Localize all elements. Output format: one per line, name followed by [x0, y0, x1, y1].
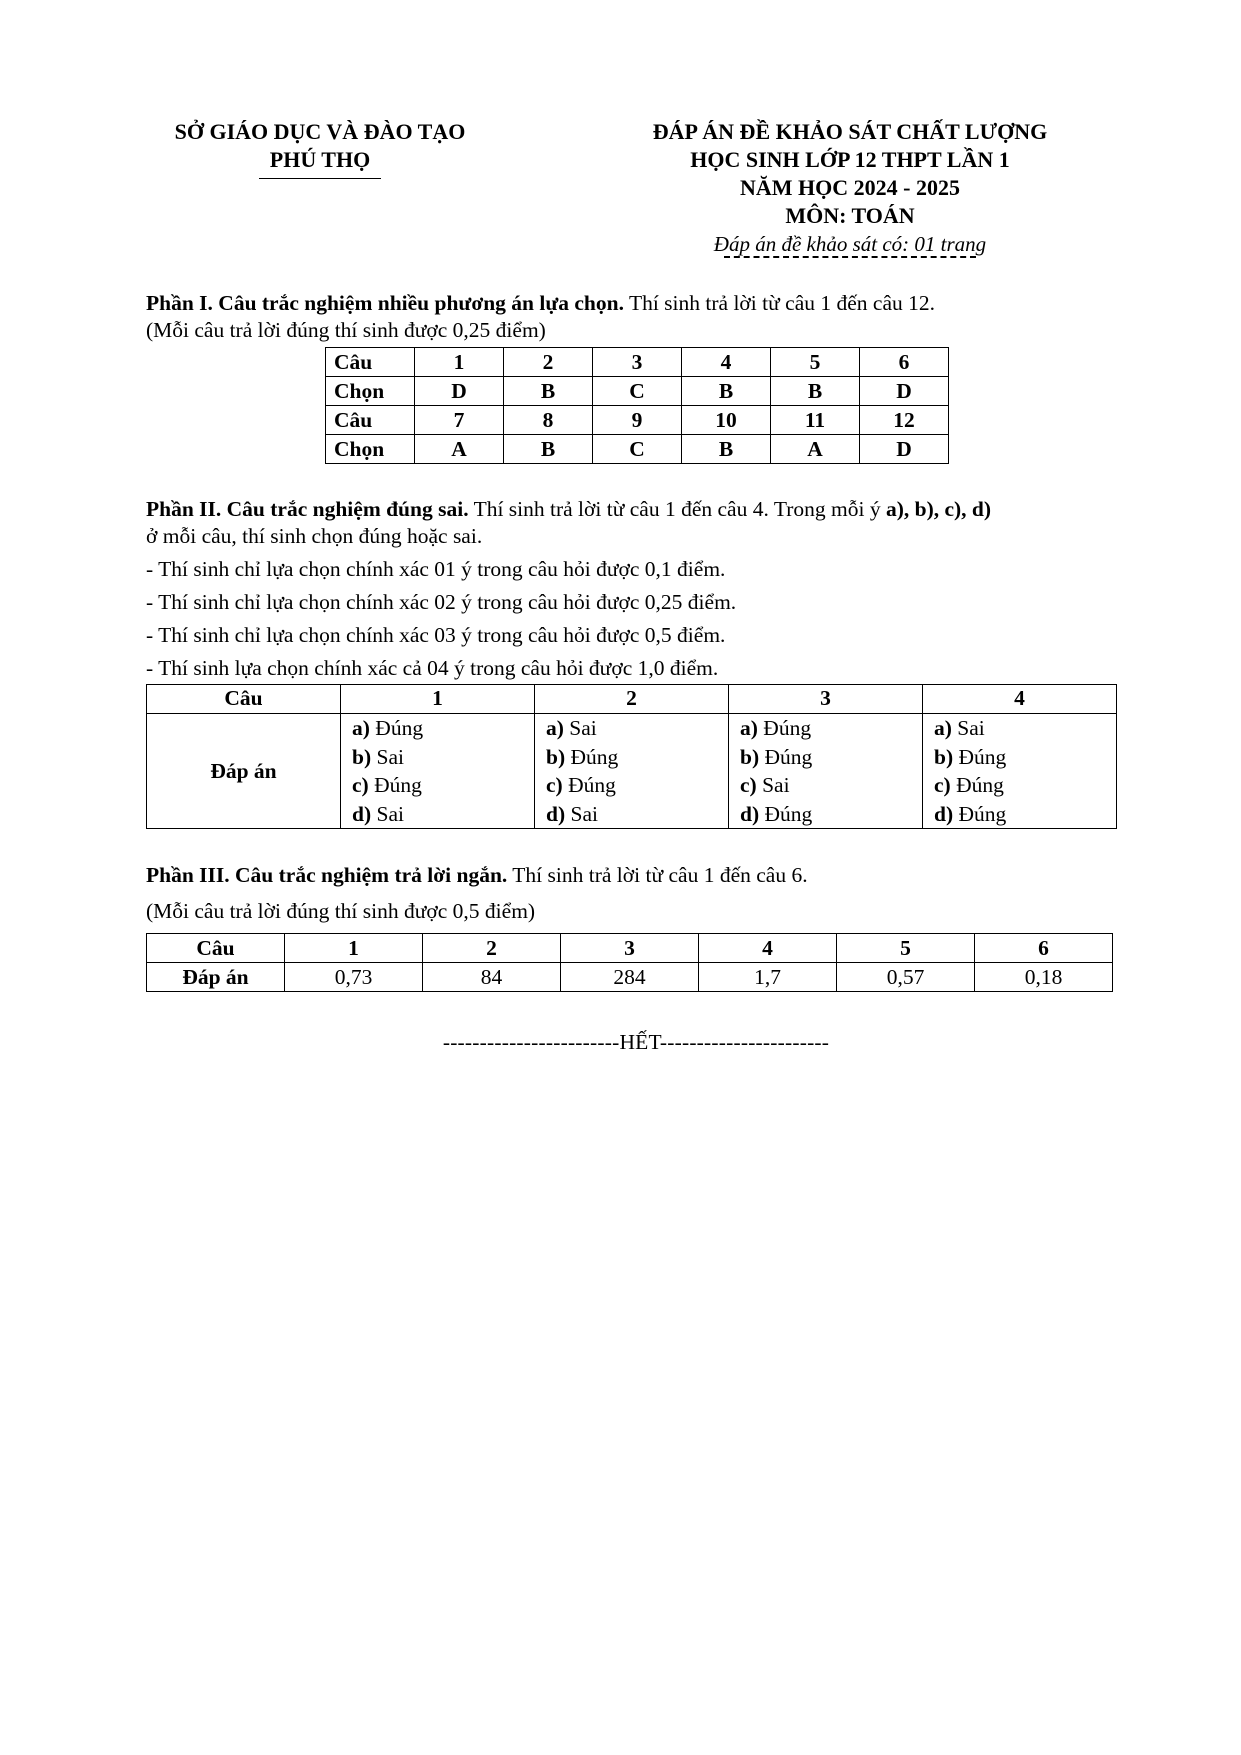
- answer-option: [740, 743, 922, 772]
- part1-scoring: (Mỗi câu trả lời đúng thí sinh được 0,25 điểm): [146, 318, 546, 342]
- part2-rule-4: - Thí sinh lựa chọn chính xác cả 04 ý trong câu hỏi được 1,0 điểm.: [146, 656, 719, 680]
- answer-cell: [341, 714, 535, 829]
- answer-option: [352, 771, 534, 800]
- table-header-row: [147, 685, 1117, 714]
- table-cell: C: [593, 377, 682, 406]
- part1-title: Phần I. Câu trắc nghiệm nhiều phương án lựa chọn.: [146, 291, 624, 315]
- table-cell: 3: [593, 348, 682, 377]
- option-letter: a): [934, 716, 952, 740]
- answer-option: [546, 771, 728, 800]
- table-row: [326, 435, 949, 464]
- option-letter: c): [740, 773, 757, 797]
- option-letter: b): [352, 744, 372, 769]
- question-number: 3: [729, 685, 923, 714]
- part2-rule-1: - Thí sinh chỉ lựa chọn chính xác 01 ý trong câu hỏi được 0,1 điểm.: [146, 557, 726, 581]
- end-marker: ------------------------HẾT-----------------------: [442, 1030, 830, 1054]
- option-verdict: Đúng: [759, 744, 813, 769]
- part1-answer-table: [325, 347, 949, 464]
- answer-cell: [923, 714, 1117, 829]
- option-verdict: Đúng: [562, 773, 616, 797]
- option-verdict: Đúng: [565, 744, 619, 769]
- table-cell: D: [415, 377, 504, 406]
- table-cell: 7: [415, 406, 504, 435]
- question-number: 6: [975, 934, 1113, 963]
- table-cell: 9: [593, 406, 682, 435]
- question-number: 2: [535, 685, 729, 714]
- answer-label: Đáp án: [147, 963, 285, 992]
- option-letter: b): [740, 744, 760, 769]
- row-label: Câu: [326, 348, 415, 377]
- part3-scoring: (Mỗi câu trả lời đúng thí sinh được 0,5 điểm): [146, 899, 536, 923]
- answer-option: [546, 743, 728, 772]
- table-cell: D: [860, 435, 949, 464]
- part2-intro: [146, 496, 1126, 682]
- table-row: [326, 377, 949, 406]
- department-name: SỞ GIÁO DỤC VÀ ĐÀO TẠO: [174, 119, 466, 144]
- part2-rule-2: - Thí sinh chỉ lựa chọn chính xác 02 ý trong câu hỏi được 0,25 điểm.: [146, 590, 737, 614]
- answer-value: 0,73: [285, 963, 423, 992]
- answer-row: [147, 963, 1113, 992]
- question-number: 1: [341, 685, 535, 714]
- header-right: [600, 118, 1100, 258]
- option-verdict: Đúng: [368, 773, 422, 797]
- part1-intro: [146, 290, 1126, 344]
- doc-title-line2: HỌC SINH LỚP 12 THPT LẦN 1: [690, 147, 1010, 172]
- answer-value: 84: [423, 963, 561, 992]
- answer-option: [546, 714, 728, 743]
- answer-option: [934, 743, 1116, 772]
- table-cell: 2: [504, 348, 593, 377]
- subject: MÔN: TOÁN: [785, 203, 915, 228]
- option-verdict: Sai: [756, 773, 790, 797]
- option-verdict: Sai: [565, 801, 598, 826]
- part2-instruction: Thí sinh trả lời từ câu 1 đến câu 4. Trong mỗi ý: [468, 497, 886, 521]
- answer-option: [740, 800, 922, 829]
- part2-title: Phần II. Câu trắc nghiệm đúng sai.: [146, 497, 469, 521]
- option-letter: b): [934, 744, 954, 769]
- option-verdict: Đúng: [953, 744, 1007, 769]
- header-underline: [259, 178, 381, 179]
- answer-option: [934, 800, 1116, 829]
- answer-option: [934, 771, 1116, 800]
- table-cell: 6: [860, 348, 949, 377]
- part3-title: Phần III. Câu trắc nghiệm trả lời ngắn.: [146, 863, 508, 887]
- table-cell: 10: [682, 406, 771, 435]
- header-label: Câu: [147, 685, 341, 714]
- option-letter: d): [934, 801, 954, 826]
- answer-cell: [729, 714, 923, 829]
- option-verdict: Đúng: [759, 801, 813, 826]
- option-letter: c): [352, 773, 369, 797]
- table-cell: B: [504, 435, 593, 464]
- table-cell: A: [415, 435, 504, 464]
- row-label: Chọn: [326, 377, 415, 406]
- table-header-row: [147, 934, 1113, 963]
- option-letter: c): [934, 773, 951, 797]
- part3-instruction: Thí sinh trả lời từ câu 1 đến câu 6.: [507, 863, 808, 887]
- answer-option: [352, 743, 534, 772]
- answer-option: [352, 800, 534, 829]
- option-letter: d): [740, 801, 760, 826]
- option-letter: d): [352, 801, 372, 826]
- question-number: 2: [423, 934, 561, 963]
- option-letter: a): [740, 716, 758, 740]
- option-letter: c): [546, 773, 563, 797]
- part2-answer-table: [146, 684, 1117, 829]
- option-verdict: Đúng: [757, 716, 812, 740]
- option-verdict: Đúng: [950, 773, 1004, 797]
- answer-label: Đáp án: [147, 714, 341, 829]
- table-cell: A: [771, 435, 860, 464]
- table-cell: B: [682, 435, 771, 464]
- part2-instruction-cont: ở mỗi câu, thí sinh chọn đúng hoặc sai.: [146, 524, 483, 548]
- question-number: 4: [699, 934, 837, 963]
- option-letter: a): [352, 716, 370, 740]
- table-cell: B: [771, 377, 860, 406]
- table-cell: 11: [771, 406, 860, 435]
- answer-value: 284: [561, 963, 699, 992]
- answer-option: [740, 771, 922, 800]
- header-left: [130, 118, 510, 179]
- part1-instruction: Thí sinh trả lời từ câu 1 đến câu 12.: [623, 291, 935, 315]
- part3-answer-table: [146, 933, 1113, 992]
- table-cell: 12: [860, 406, 949, 435]
- answer-row: [147, 714, 1117, 829]
- answer-option: [352, 714, 534, 743]
- question-number: 1: [285, 934, 423, 963]
- table-cell: 4: [682, 348, 771, 377]
- province-name: PHÚ THỌ: [269, 147, 371, 172]
- table-row: [326, 406, 949, 435]
- option-verdict: Sai: [951, 716, 985, 740]
- question-number: 3: [561, 934, 699, 963]
- answer-value: 0,18: [975, 963, 1113, 992]
- doc-title-line1: ĐÁP ÁN ĐỀ KHẢO SÁT CHẤT LƯỢNG: [652, 119, 1048, 144]
- table-cell: B: [504, 377, 593, 406]
- table-cell: B: [682, 377, 771, 406]
- table-row: [326, 348, 949, 377]
- option-verdict: Sai: [371, 744, 404, 769]
- school-year: NĂM HỌC 2024 - 2025: [740, 175, 960, 200]
- answer-value: 0,57: [837, 963, 975, 992]
- table-cell: D: [860, 377, 949, 406]
- option-letter: d): [546, 801, 566, 826]
- table-cell: 1: [415, 348, 504, 377]
- option-letter: b): [546, 744, 566, 769]
- answer-cell: [535, 714, 729, 829]
- answer-option: [546, 800, 728, 829]
- part2-rule-3: - Thí sinh chỉ lựa chọn chính xác 03 ý trong câu hỏi được 0,5 điểm.: [146, 623, 726, 647]
- option-letter: a): [546, 716, 564, 740]
- part3-intro: [146, 862, 1126, 925]
- header-label: Câu: [147, 934, 285, 963]
- row-label: Câu: [326, 406, 415, 435]
- answer-option: [934, 714, 1116, 743]
- question-number: 5: [837, 934, 975, 963]
- question-number: 4: [923, 685, 1117, 714]
- option-verdict: Sai: [371, 801, 404, 826]
- table-cell: C: [593, 435, 682, 464]
- table-cell: 5: [771, 348, 860, 377]
- row-label: Chọn: [326, 435, 415, 464]
- option-verdict: Đúng: [953, 801, 1007, 826]
- option-verdict: Sai: [563, 716, 597, 740]
- part2-options-list: a), b), c), d): [885, 497, 992, 521]
- answer-option: [740, 714, 922, 743]
- page-count-note: Đáp án đề khảo sát có: 01 trang: [713, 232, 987, 256]
- option-verdict: Đúng: [369, 716, 424, 740]
- answer-value: 1,7: [699, 963, 837, 992]
- table-cell: 8: [504, 406, 593, 435]
